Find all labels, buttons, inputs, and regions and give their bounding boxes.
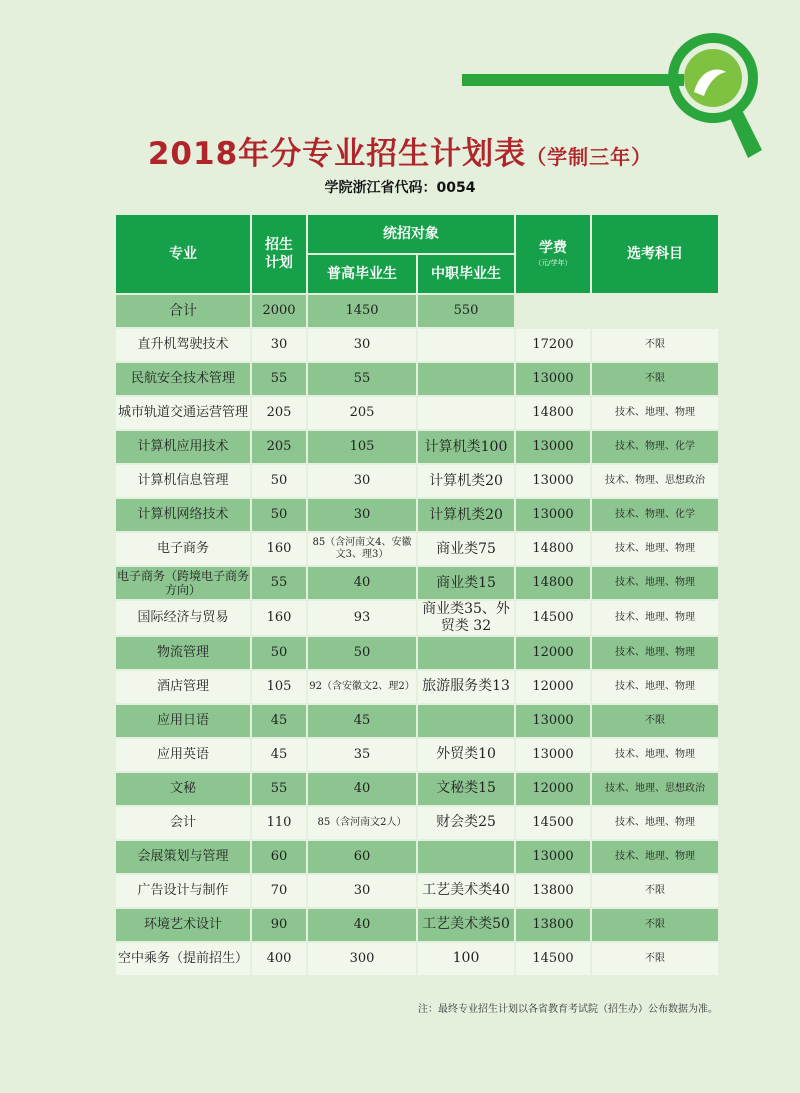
total-row [116,295,718,327]
cell-major: 广告设计与制作 [116,875,250,907]
cell-high-school: 92（含安徽文2、理2） [308,671,416,703]
cell-plan: 205 [252,397,306,429]
table-row [116,739,718,771]
header-subjects: 选考科目 [592,215,718,293]
cell-major: 电子商务 [116,533,250,565]
cell-fee: 13800 [516,875,590,907]
cell-high-school: 30 [308,465,416,497]
cell-high-school: 45 [308,705,416,737]
cell-vocational: 计算机类20 [418,499,514,531]
cell-fee: 12000 [516,671,590,703]
cell-high-school: 40 [308,909,416,941]
cell-plan: 55 [252,773,306,805]
cell-plan: 45 [252,739,306,771]
cell-plan: 160 [252,533,306,565]
cell-fee: 13000 [516,499,590,531]
cell-subjects: 技术、地理、物理 [592,637,718,669]
header-fee-unit: （元/学年） [534,259,572,268]
table-row [116,807,718,839]
cell-major: 民航安全技术管理 [116,363,250,395]
cell-plan: 30 [252,329,306,361]
cell-subjects: 技术、地理、物理 [592,601,718,635]
cell-vocational: 文秘类15 [418,773,514,805]
cell-high-school: 40 [308,773,416,805]
cell-high-school: 93 [308,601,416,635]
cell-subjects: 技术、地理、物理 [592,397,718,429]
cell-vocational: 商业类15 [418,567,514,599]
cell-subjects: 不限 [592,875,718,907]
cell-vocational: 100 [418,943,514,975]
table-row [116,601,718,635]
header-plan [252,215,306,293]
cell-subjects: 技术、地理、物理 [592,807,718,839]
table-row [116,363,718,395]
table-row [116,841,718,873]
cell-fee: 13000 [516,705,590,737]
cell-subjects: 技术、地理、物理 [592,671,718,703]
title-main: 2018年分专业招生计划表 [147,136,527,172]
cell-major: 计算机应用技术 [116,431,250,463]
cell-vocational: 工艺美术类40 [418,875,514,907]
cell-major: 空中乘务（提前招生） [116,943,250,975]
cell-major: 会计 [116,807,250,839]
cell-plan: 70 [252,875,306,907]
cell-vocational: 计算机类100 [418,431,514,463]
cell-vocational: 工艺美术类50 [418,909,514,941]
cell-major: 酒店管理 [116,671,250,703]
table-row [116,705,718,737]
table-row [116,533,718,565]
cell-subjects: 技术、物理、思想政治 [592,465,718,497]
table-row [116,875,718,907]
table-row [116,465,718,497]
table-row [116,637,718,669]
cell-high-school: 60 [308,841,416,873]
cell-vocational [418,705,514,737]
cell-vocational [418,841,514,873]
cell-high-school: 40 [308,567,416,599]
cell-vocational: 商业类35、外贸类 32 [418,601,514,635]
cell-vocational [418,397,514,429]
header-target: 统招对象 [308,215,514,253]
logo-bar [462,74,684,86]
total-label: 合计 [116,295,250,327]
cell-major: 直升机驾驶技术 [116,329,250,361]
cell-major: 文秘 [116,773,250,805]
cell-vocational [418,329,514,361]
cell-subjects: 不限 [592,329,718,361]
cell-fee: 13000 [516,431,590,463]
cell-fee: 14800 [516,567,590,599]
cell-major: 电子商务（跨境电子商务方向） [116,568,249,597]
cell-major: 应用日语 [116,705,250,737]
cell-high-school: 105 [308,431,416,463]
cell-fee: 17200 [516,329,590,361]
cell-vocational [418,363,514,395]
cell-plan: 110 [252,807,306,839]
cell-vocational [418,637,514,669]
cell-fee: 12000 [516,637,590,669]
footnote: 注：最终专业招生计划以各省教育考试院（招生办）公布数据为准。 [418,1004,718,1015]
cell-high-school: 50 [308,637,416,669]
table-row [116,567,718,599]
header-fee-label: 学费 [539,240,567,257]
total-high-school: 1450 [308,295,416,327]
cell-major: 计算机信息管理 [116,465,250,497]
header-high-school: 普高毕业生 [308,255,416,293]
school-code: 学院浙江省代码：0054 [324,180,476,196]
cell-major: 城市轨道交通运营管理 [116,397,250,429]
title-sub: （学制三年） [526,145,653,169]
cell-vocational: 旅游服务类13 [418,671,514,703]
cell-vocational: 财会类25 [418,807,514,839]
cell-major: 国际经济与贸易 [116,601,250,635]
header-major: 专业 [116,215,250,293]
cell-subjects: 不限 [592,943,718,975]
cell-plan: 50 [252,499,306,531]
cell-major: 计算机网络技术 [116,499,250,531]
cell-subjects: 不限 [592,705,718,737]
cell-plan: 50 [252,637,306,669]
cell-subjects: 不限 [592,909,718,941]
header-vocational: 中职毕业生 [418,255,514,293]
cell-high-school: 85（含河南文2人） [308,807,416,839]
cell-vocational: 商业类75 [418,533,514,565]
cell-plan: 45 [252,705,306,737]
cell-plan: 105 [252,671,306,703]
table-row [116,773,718,805]
cell-subjects: 技术、地理、思想政治 [592,773,718,805]
cell-subjects: 不限 [592,363,718,395]
cell-subjects: 技术、地理、物理 [592,841,718,873]
cell-plan: 160 [252,601,306,635]
cell-fee: 14500 [516,807,590,839]
cell-fee: 13000 [516,841,590,873]
table-row [116,499,718,531]
cell-plan: 55 [252,363,306,395]
cell-plan: 90 [252,909,306,941]
table-row [116,909,718,941]
cell-plan: 60 [252,841,306,873]
cell-vocational: 计算机类20 [418,465,514,497]
cell-high-school: 35 [308,739,416,771]
cell-high-school: 30 [308,875,416,907]
cell-major: 物流管理 [116,637,250,669]
table-row [116,943,718,975]
cell-plan: 55 [252,567,306,599]
cell-subjects: 技术、地理、物理 [592,739,718,771]
table-row [116,329,718,361]
cell-fee: 13000 [516,739,590,771]
cell-major: 会展策划与管理 [116,841,250,873]
header-fee [516,215,590,293]
enrollment-plan-table [114,213,720,977]
cell-plan: 205 [252,431,306,463]
cell-high-school: 205 [308,397,416,429]
cell-plan: 50 [252,465,306,497]
table-row [116,671,718,703]
cell-fee: 14500 [516,601,590,635]
header-plan-text: 招生计划 [265,236,293,271]
cell-high-school: 85（含河南文4、安徽文3、理3） [308,533,416,565]
cell-subjects: 技术、地理、物理 [592,567,718,599]
cell-fee: 14800 [516,533,590,565]
cell-fee: 14500 [516,943,590,975]
cell-plan: 400 [252,943,306,975]
cell-major: 环境艺术设计 [116,909,250,941]
cell-fee: 12000 [516,773,590,805]
total-vocational: 550 [418,295,514,327]
cell-fee: 13000 [516,363,590,395]
cell-high-school: 300 [308,943,416,975]
cell-high-school: 30 [308,499,416,531]
cell-high-school: 30 [308,329,416,361]
cell-fee: 13800 [516,909,590,941]
cell-subjects: 技术、物理、化学 [592,431,718,463]
cell-fee: 13000 [516,465,590,497]
table-row [116,431,718,463]
total-plan: 2000 [252,295,306,327]
cell-major: 应用英语 [116,739,250,771]
cell-fee: 14800 [516,397,590,429]
table-row [116,397,718,429]
cell-high-school: 55 [308,363,416,395]
cell-subjects: 技术、地理、物理 [592,533,718,565]
cell-vocational: 外贸类10 [418,739,514,771]
cell-subjects: 技术、物理、化学 [592,499,718,531]
page-title [0,128,800,173]
